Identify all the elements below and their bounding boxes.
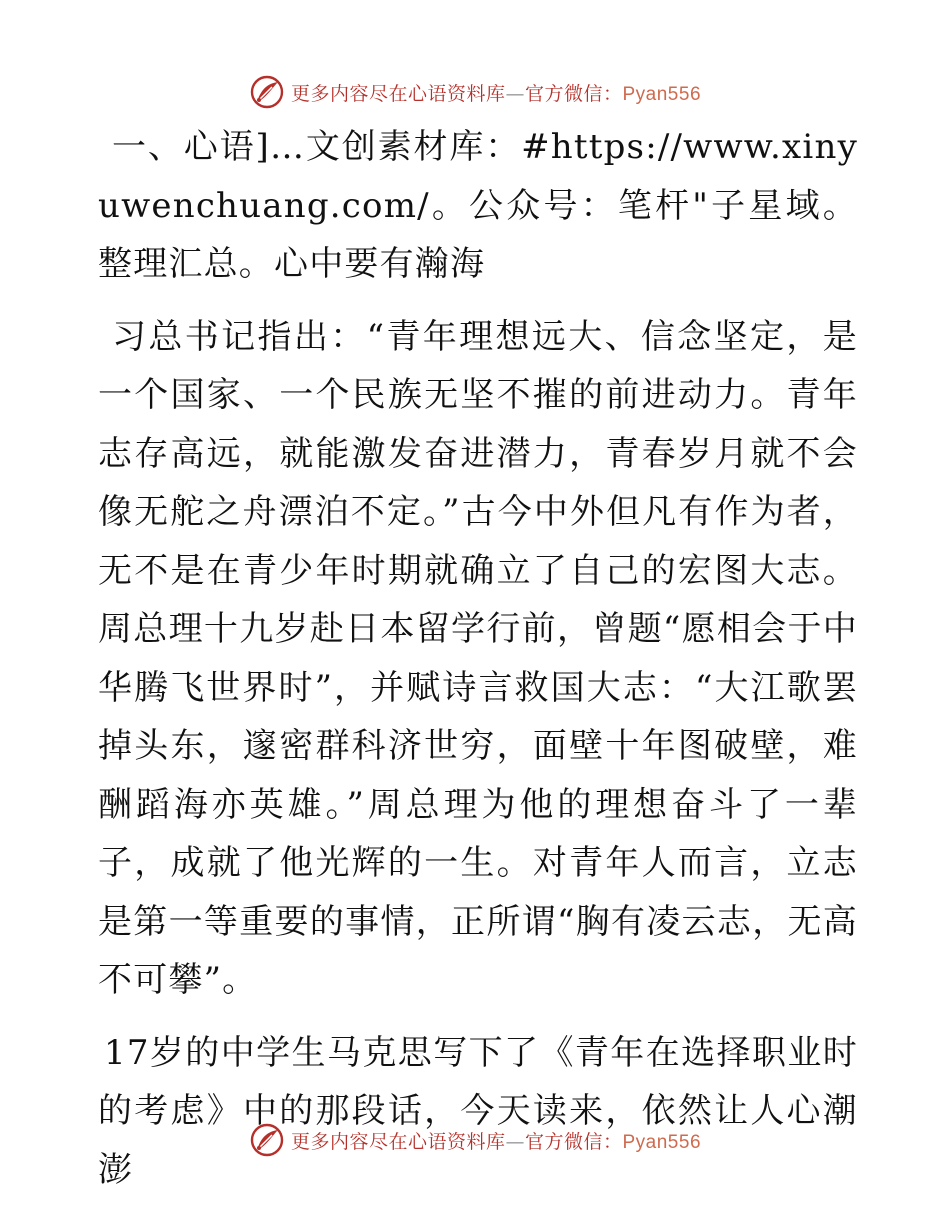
leaf-pen-logo-icon [249, 74, 285, 110]
paragraph-2: 习总书记指出：“青年理想远大、信念坚定，是一个国家、一个民族无坚不摧的前进动力。青年志存高远，就能激发奋进潜力，青春岁月就不会像无舵之舟漂泊不定。”古今中外但凡有作为者，无不是在青少年时期就确立了自己的宏图大志。周总理十九岁赴日本留学行前，曾题“愿相会于中华腾飞世界时”，并赋诗言救国大志：“大江歌罢掉头东，邃密群科济世穷，面壁十年图破壁，难酬蹈海亦英雄。”周总理为他的理想奋斗了一辈子，成就了他光辉的一生。对青年人而言，立志是第一等重要的事情，正所谓“胸有凌云志，无高不可攀”。 [98, 316, 858, 1000]
watermark-main: 更多内容尽在心语资料库 [290, 1130, 506, 1153]
watermark-separator: — [505, 82, 525, 105]
watermark-text [291, 79, 701, 106]
watermark-id: Pyan556 [622, 1131, 702, 1153]
paragraph-3: 17岁的中学生马克思写下了《青年在选择职业时的考虑》中的那段话，今天读来，依然让人心潮澎 [98, 1032, 858, 1190]
watermark-channel: 官方微信： [524, 1130, 623, 1153]
footer-watermark [0, 1118, 950, 1162]
watermark-channel: 官方微信： [524, 82, 623, 105]
leaf-pen-logo-icon [249, 1122, 285, 1158]
watermark-text [291, 1127, 701, 1154]
document-body [98, 118, 858, 1199]
header-watermark [0, 70, 950, 114]
watermark-id: Pyan556 [622, 83, 702, 105]
watermark-main: 更多内容尽在心语资料库 [290, 82, 506, 105]
watermark-separator: — [505, 1130, 525, 1153]
paragraph-1: 一、心语]…文创素材库：#https://www.xinyuwenchuang.com/。公众号：笔杆"子星域。整理汇总。心中要有瀚海 [98, 127, 858, 284]
